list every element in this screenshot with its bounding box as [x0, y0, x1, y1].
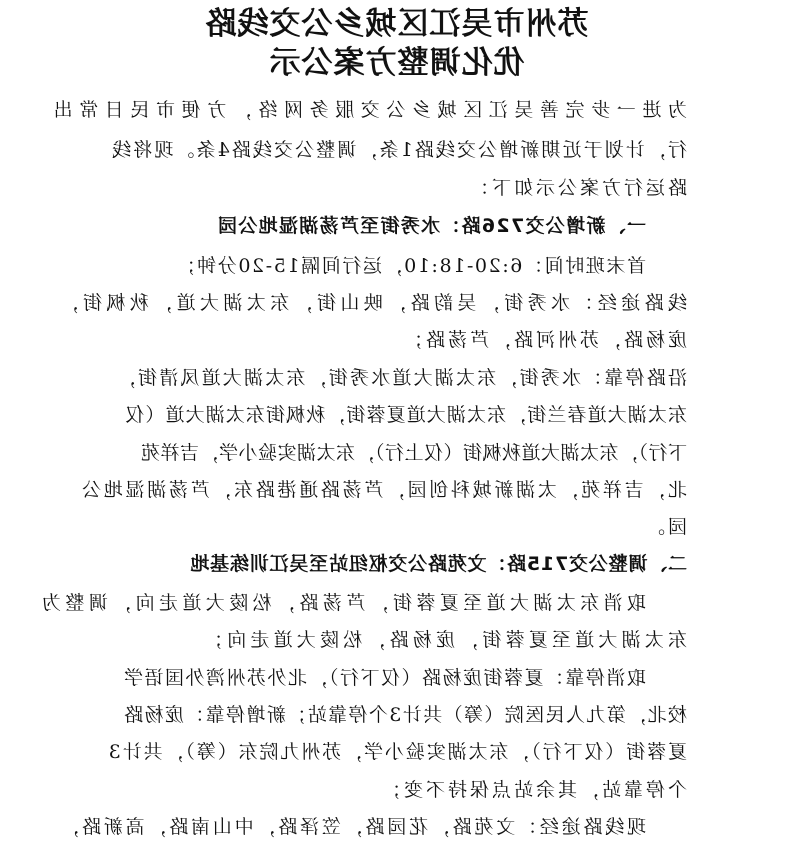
- paragraph-line: 北，吉祥苑，太湖新城科创园，芦荡路通港路东，芦荡湖湿地公: [79, 479, 687, 501]
- section-heading-2: 二、调整公交715路：文苑路公交枢纽站至吴江训练基地: [189, 553, 687, 575]
- paragraph-line: 园。: [642, 516, 687, 538]
- paragraph-line: 沿路停靠：水秀街，东太湖大道水秀街，东太湖大道凤清街，: [114, 367, 687, 389]
- paragraph-line: 庞杨路，苏州河路，芦荡路；: [400, 329, 687, 351]
- paragraph-line: 取消东太湖大道至夏蓉街，芦荡路，松陵大道走向，调整为: [37, 592, 646, 614]
- document-title-line1: 苏州市吴江区城乡公交线路: [204, 6, 589, 42]
- paragraph-line: 夏蓉街（仅下行），东太湖实验小学，苏州九院东（筹），共计3: [106, 741, 687, 763]
- paragraph-line: 线路途经：水秀街，吴韵路，映山街，东太湖大道，秋枫街，: [55, 292, 687, 314]
- document-title-line2: 优化调整方案公示: [268, 45, 525, 81]
- section-heading-1: 一、新增公交726路：水秀街至芦荡湖湿地公园: [216, 215, 646, 237]
- paragraph-line: 校北，第九人民医院（筹）共计3个停靠站；新增停靠：庞杨路: [122, 704, 687, 726]
- paragraph-line: 为进一步完善吴江区城乡公交服务网络，方便市民日常出: [46, 99, 687, 121]
- paragraph-line: 东太湖大道春兰街，东太湖大道夏蓉街，秋枫街东太湖大道（仅: [124, 404, 687, 426]
- paragraph-line: 下行），东太湖大道秋枫街（仅上行），东太湖实验小学，吉祥苑: [140, 442, 687, 464]
- paragraph-line: 东太湖大道至夏蓉街，庞杨路，松陵大道走向；: [199, 629, 687, 651]
- paragraph-line: 个停靠站，其余站点保持不变；: [378, 779, 687, 801]
- paragraph-line: 路运行方案公示如下：: [466, 177, 687, 199]
- paragraph-line: 首末班时间：6:20-18:10，运行间隔15-20分钟；: [174, 255, 646, 277]
- paragraph-line: 现线路途经：文苑路，花园路，笠泽路，中山南路，高新路，: [57, 816, 646, 838]
- paragraph-line: 取消停靠：夏蓉街庞杨路（仅下行），北外苏州湾外国语学: [122, 667, 646, 689]
- paragraph-line: 行，计划于近期新增公交线路1条，调整公交线路4条。现将线: [110, 139, 687, 161]
